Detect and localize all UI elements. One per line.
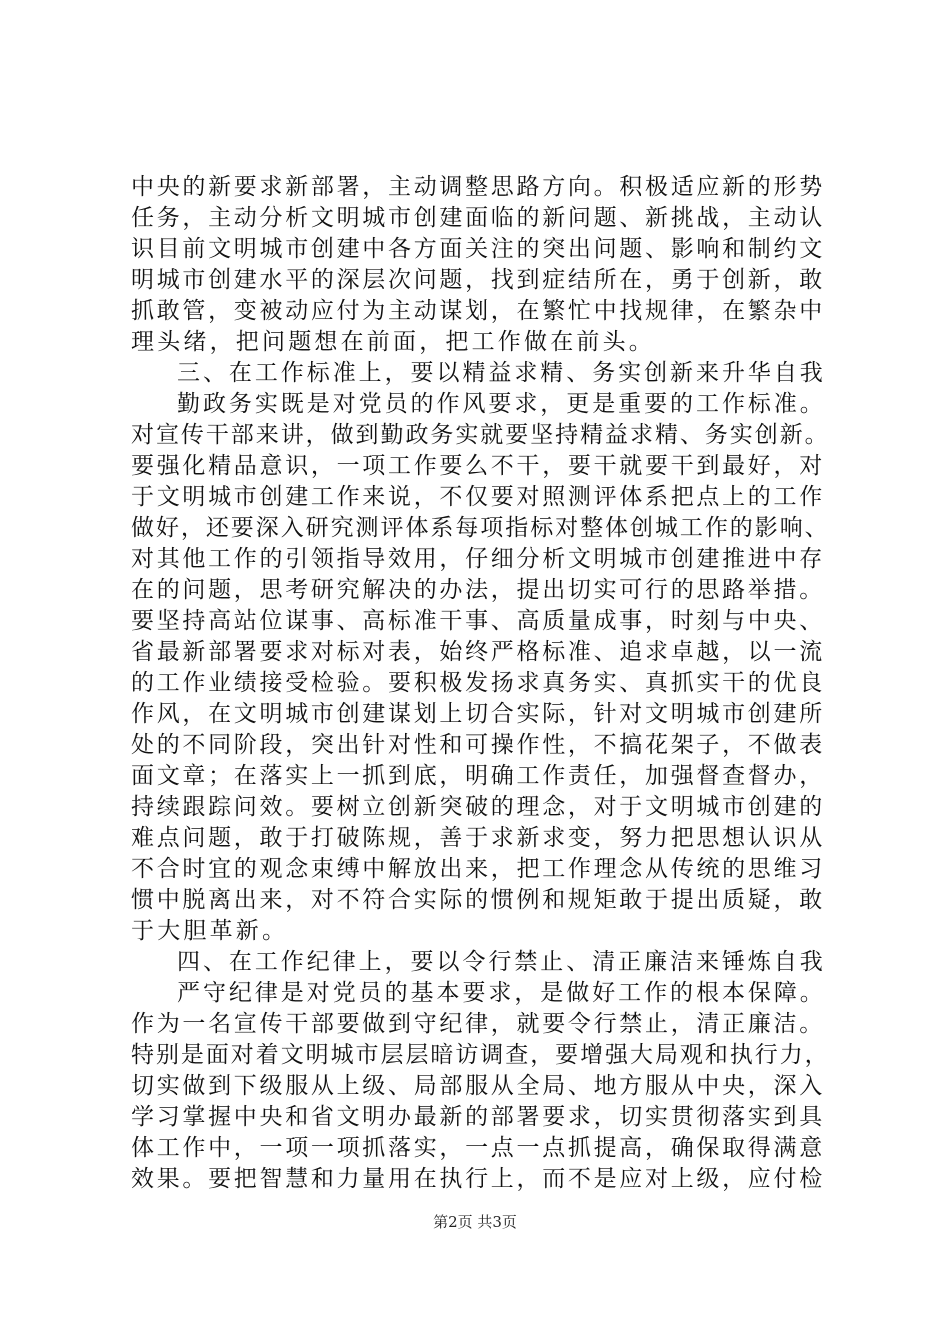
text-line: 处的不同阶段，突出针对性和可操作性，不搞花架子，不做表 (131, 732, 825, 758)
text-line: 效果。要把智慧和力量用在执行上，而不是应对上级，应付检 (131, 1166, 825, 1192)
text-line: 作为一名宣传干部要做到守纪律，就要令行禁止，清正廉洁。 (131, 1011, 825, 1037)
text-line: 作风，在文明城市创建谋划上切合实际，针对文明城市创建所 (131, 701, 825, 727)
text-line: 要坚持高站位谋事、高标准干事、高质量成事，时刻与中央、 (131, 608, 825, 634)
section-heading: 四、在工作纪律上，要以令行禁止、清正廉洁来锤炼自我 (177, 949, 826, 975)
text-line: 做好，还要深入研究测评体系每项指标对整体创城工作的影响、 (131, 515, 830, 541)
text-line: 于文明城市创建工作来说，不仅要对照测评体系把点上的工作 (131, 484, 825, 510)
page-number-footer: 第2页 共3页 (433, 1213, 517, 1231)
text-line: 抓敢管，变被动应付为主动谋划，在繁忙中找规律，在繁杂中 (131, 298, 825, 324)
paragraph-first-line: 勤政务实既是对党员的作风要求，更是重要的工作标准。 (177, 391, 826, 417)
paragraph-first-line: 严守纪律是对党员的基本要求，是做好工作的根本保障。 (177, 980, 826, 1006)
text-line: 任务，主动分析文明城市创建面临的新问题、新挑战，主动认 (131, 205, 825, 231)
document-body (131, 172, 831, 1195)
text-line: 要强化精品意识，一项工作要么不干，要干就要干到最好，对 (131, 453, 825, 479)
text-line: 难点问题，敢于打破陈规，善于求新求变，努力把思想认识从 (131, 825, 825, 851)
text-line: 于大胆革新。 (131, 918, 289, 944)
text-line: 不合时宜的观念束缚中解放出来，把工作理念从传统的思维习 (131, 856, 825, 882)
text-line: 在的问题，思考研究解决的办法，提出切实可行的思路举措。 (131, 577, 825, 603)
text-line: 切实做到下级服从上级、局部服从全局、地方服从中央，深入 (131, 1073, 825, 1099)
text-line: 对宣传干部来讲，做到勤政务实就要坚持精益求精、务实创新。 (131, 422, 830, 448)
text-line: 理头绪，把问题想在前面，把工作做在前头。 (131, 329, 655, 355)
text-line: 的工作业绩接受检验。要积极发扬求真务实、真抓实干的优良 (131, 670, 825, 696)
text-line: 特别是面对着文明城市层层暗访调查，要增强大局观和执行力， (131, 1042, 830, 1068)
text-line: 体工作中，一项一项抓落实，一点一点抓提高，确保取得满意 (131, 1135, 825, 1161)
text-line: 中央的新要求新部署，主动调整思路方向。积极适应新的形势 (131, 174, 825, 200)
text-line: 惯中脱离出来，对不符合实际的惯例和规矩敢于提出质疑，敢 (131, 887, 825, 913)
text-line: 省最新部署要求对标对表，始终严格标准、追求卓越，以一流 (131, 639, 825, 665)
section-heading: 三、在工作标准上，要以精益求精、务实创新来升华自我 (177, 360, 826, 386)
text-line: 学习掌握中央和省文明办最新的部署要求，切实贯彻落实到具 (131, 1104, 825, 1130)
text-line: 识目前文明城市创建中各方面关注的突出问题、影响和制约文 (131, 236, 825, 262)
text-line: 明城市创建水平的深层次问题，找到症结所在，勇于创新，敢 (131, 267, 825, 293)
text-line: 面文章；在落实上一抓到底，明确工作责任，加强督查督办， (131, 763, 825, 789)
text-line: 持续跟踪问效。要树立创新突破的理念，对于文明城市创建的 (131, 794, 825, 820)
text-line: 对其他工作的引领指导效用，仔细分析文明城市创建推进中存 (131, 546, 825, 572)
